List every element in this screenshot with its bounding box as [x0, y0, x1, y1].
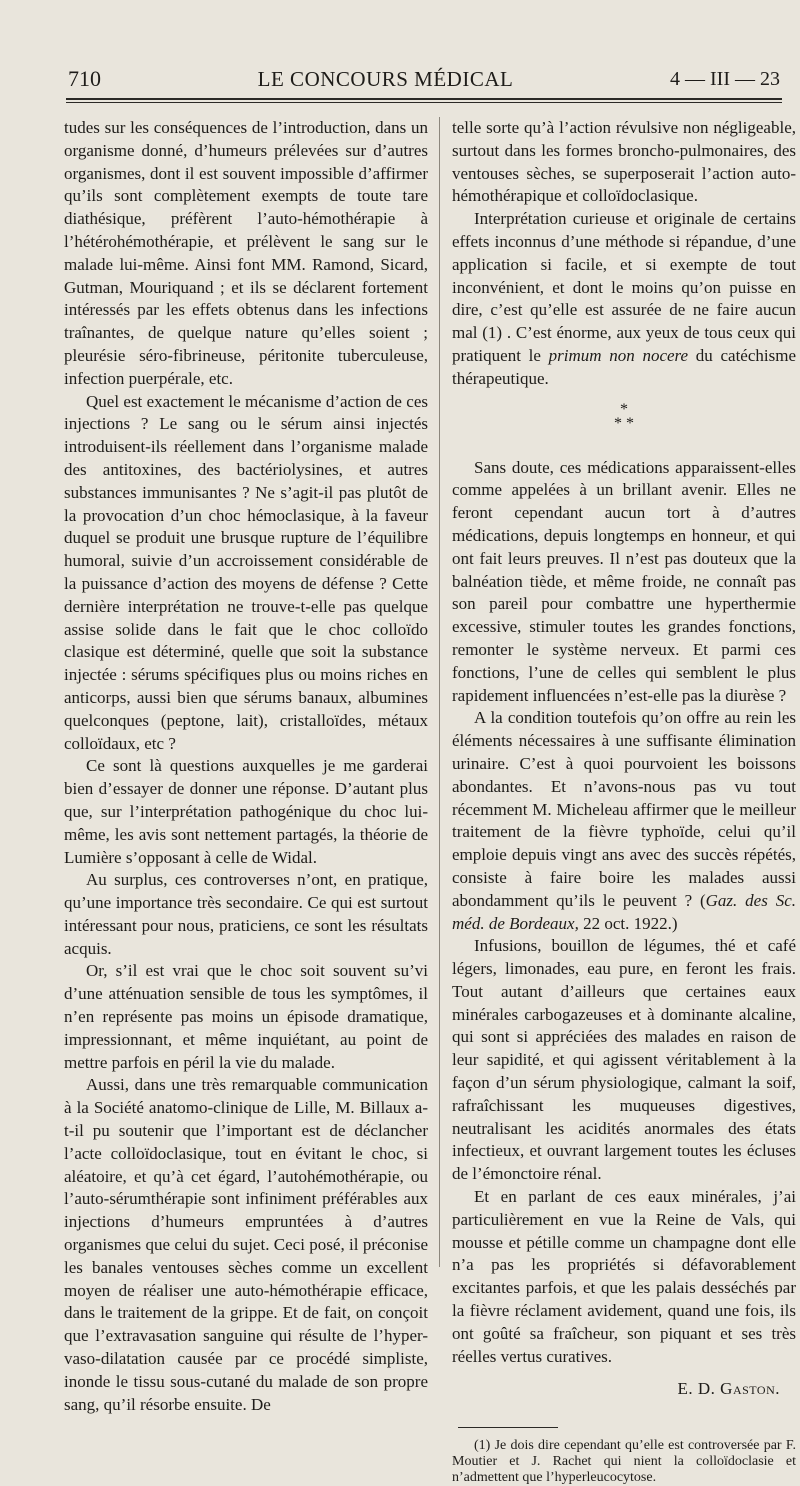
paragraph: Quel est exactement le mécanisme d’action de ces injections ? Le sang ou le sérum ainsi injectés introduisent-ils réellement dans l’organisme malade des antitoxines, des bactériolysines, et autres substances immunisantes ? Ne s’agit-il pas plutôt de la provocation d’un choc hémoclasique, à la faveur duquel se produit une brusque rupture de l’équilibre humoral, suivie d’un accroissement considérable de la puissance d’action des moyens de défense ? Cette dernière interprétation ne trouve-t-elle pas quelque assise solide dans le fait que le choc colloïdo clasique est déterminé, quelle que soit la substance injectée : sérums spécifiques plus ou moins riches en anticorps, aussi bien que sérums banaux, albumines quelconques (peptone, lait), cristalloïdes, métaux colloïdaux, etc ? [64, 391, 428, 753]
left-column [64, 117, 428, 1416]
citation: Gaz. des Sc. méd. de Bordeaux, [452, 890, 796, 933]
paragraph-text: du catéchisme thérapeutique. [452, 345, 797, 388]
page-number: 710 [68, 66, 101, 91]
footnote-text: Je dois dire cependant qu’elle est controversée par F. Moutier et J. Rachet qui nient la colloïdoclasie et n’admettent que l’hyperleucocytose. [452, 1438, 796, 1486]
star-top: * [620, 400, 628, 418]
paragraph-text: 22 oct. 1922.) [578, 913, 678, 933]
paragraph: telle sorte qu’à l’action révulsive non négligeable, surtout dans les formes broncho-pulmonaires, des ventouses sèches, se superposerait l’action auto-hémothérapique et colloïdoclasique. [452, 118, 796, 206]
paragraph: Au surplus, ces controverses n’ont, en pratique, qu’une importance très secondaire. Ce qui est surtout intéressant pour nous, praticiens, ce sont les résultats acquis. [64, 870, 428, 958]
author-signature: E. D. Gaston. [677, 1379, 780, 1399]
column-divider [439, 117, 440, 1267]
journal-title: LE CONCOURS MÉDICAL [257, 66, 514, 91]
right-column [452, 117, 796, 1486]
footnote [452, 1438, 796, 1486]
paragraph: tudes sur les conséquences de l’introduction, dans un organisme donné, d’humeurs prélevées sur d’autres organismes, dont il est souvent impossible d’affirmer qu’ils sont complètement exempts de toute tare diathésique, préfèrent l’auto-hémothérapie à l’hétérohémothérapie, et prélèvent le sang sur le malade lui-même. Ainsi font MM. Ramond, Sicard, Gutman, Mouriquand ; et ils se déclarent fortement intéressés par les effets obtenus dans les infections traînantes, de quelque nature qu’elles soient ; pleurésie séro-fibrineuse, péritonite tuberculeuse, infection puerpérale, etc. [64, 118, 428, 388]
section-separator [452, 400, 796, 432]
paragraph: Sans doute, ces médications apparaissent-elles comme appelées à un brillant avenir. Elles ne feront cependant aucun tort à d’autres médications, depuis longtemps en honneur, et qui ont fait leurs preuves. Il n’est pas douteux que la balnéation tiède, et même froide, ne connaît pas son pareil pour combattre une hyperthermie excessive, stimuler toutes les grandes fonctions, remonter le système nerveux. Et parmi ces fonctions, l’une de celles qui semblent le plus rapidement influencées n’est-elle pas la diurèse ? [452, 457, 796, 705]
paragraph [452, 208, 796, 390]
paragraph: Ce sont là questions auxquelles je me garderai bien d’essayer de donner une réponse. D’autant plus que, sur l’interprétation pathogénique du choc lui-même, les avis sont nettement partagés, la théorie de Lumière s’opposant à celle de Widal. [64, 756, 428, 867]
paragraph: Aussi, dans une très remarquable communication à la Société anatomo-clinique de Lille, M. Billaux a-t-il pu soutenir que l’important est de déclancher l’acte colloïdoclasique, tout en évitant le choc, si aléatoire, et qu’à cet égard, l’autohémothérapie, ou l’auto-sérumthérapie sont infiniment préférables aux injections d’humeurs empruntées à d’autres organismes que celui du sujet. Ceci posé, il préconise les banales ventouses sèches comme un excellent moyen de réaliser une auto-hémothérapie efficace, dans le traitement de la grippe. Et de fait, on conçoit que l’extravasation sanguine qui résulte de l’hyper-vaso-dilatation causée par ce procédé simpliste, inonde le tissu sous-cutané du malade de son propre sang, qu’il résorbe ensuite. De [64, 1075, 428, 1414]
paragraph: Infusions, bouillon de légumes, thé et café légers, limonades, eau pure, en feront les frais. Tout autant d’ailleurs que certaines eaux minérales carbogazeuses et à dominante alcaline, qui sont si appréciées des malades en raison de leur sapidité, et qui agissent véritablement à la façon d’un sérum physiologique, calmant la soif, rafraîchissant les muqueuses digestives, neutralisant les acidités anormales des états infectieux, et ouvrant largement toutes les écluses de l’émonctoire rénal. [452, 936, 796, 1184]
paragraph-text: A la condition toutefois qu’on offre au rein les éléments nécessaires à une suffisante élimination urinaire. C’est à quoi pourvoient les boissons abondantes. Et n’avons-nous pas vu tout récemment M. Micheleau affirmer que le meilleur traitement de la fièvre typhoïde, celui qu’il emploie depuis vingt ans avec des succès répétés, consiste à faire boire les malades aussi abondamment qu’ils le peuvent ? ( [452, 708, 796, 910]
latin-phrase: primum non nocere [548, 345, 689, 365]
paragraph: Or, s’il est vrai que le choc soit souvent su’vi d’une atténuation sensible de tous les symptômes, il n’en représente pas moins un épisode dramatique, impressionnant, et même inquiétant, au point de mettre parfois en péril la vie du malade. [64, 961, 428, 1072]
footnote-mark: (1) [474, 1438, 491, 1454]
header-rule [66, 98, 782, 103]
paragraph: Et en parlant de ces eaux minérales, j’ai particulièrement en vue la Reine de Vals, qui mousse et pétille comme un champagne dont elle n’a pas les propriétés si défavorablement excitantes parfois, et que les palais desséchés par la fièvre réclament avidement, quand une fois, ils ont goûté sa fraîcheur, son piquant et ses très réelles vertus curatives. [452, 1187, 796, 1366]
paragraph [452, 707, 796, 935]
stars-bottom: * * [614, 414, 634, 432]
page-header [68, 62, 780, 96]
paragraph-text: Interprétation curieuse et originale de certains effets inconnus d’une méthode si répandue, d’une application si facile, et si exempte de tout inconvénient, et dont le moins qu’on puisse en dire, c’est qu’elle est assurée de ne faire aucun mal (1) . C’est énorme, aux yeux de tous ceux qui pratiquent le [452, 209, 796, 365]
issue-date: 4 — III — 23 [670, 67, 780, 90]
footnote-rule [458, 1427, 558, 1428]
